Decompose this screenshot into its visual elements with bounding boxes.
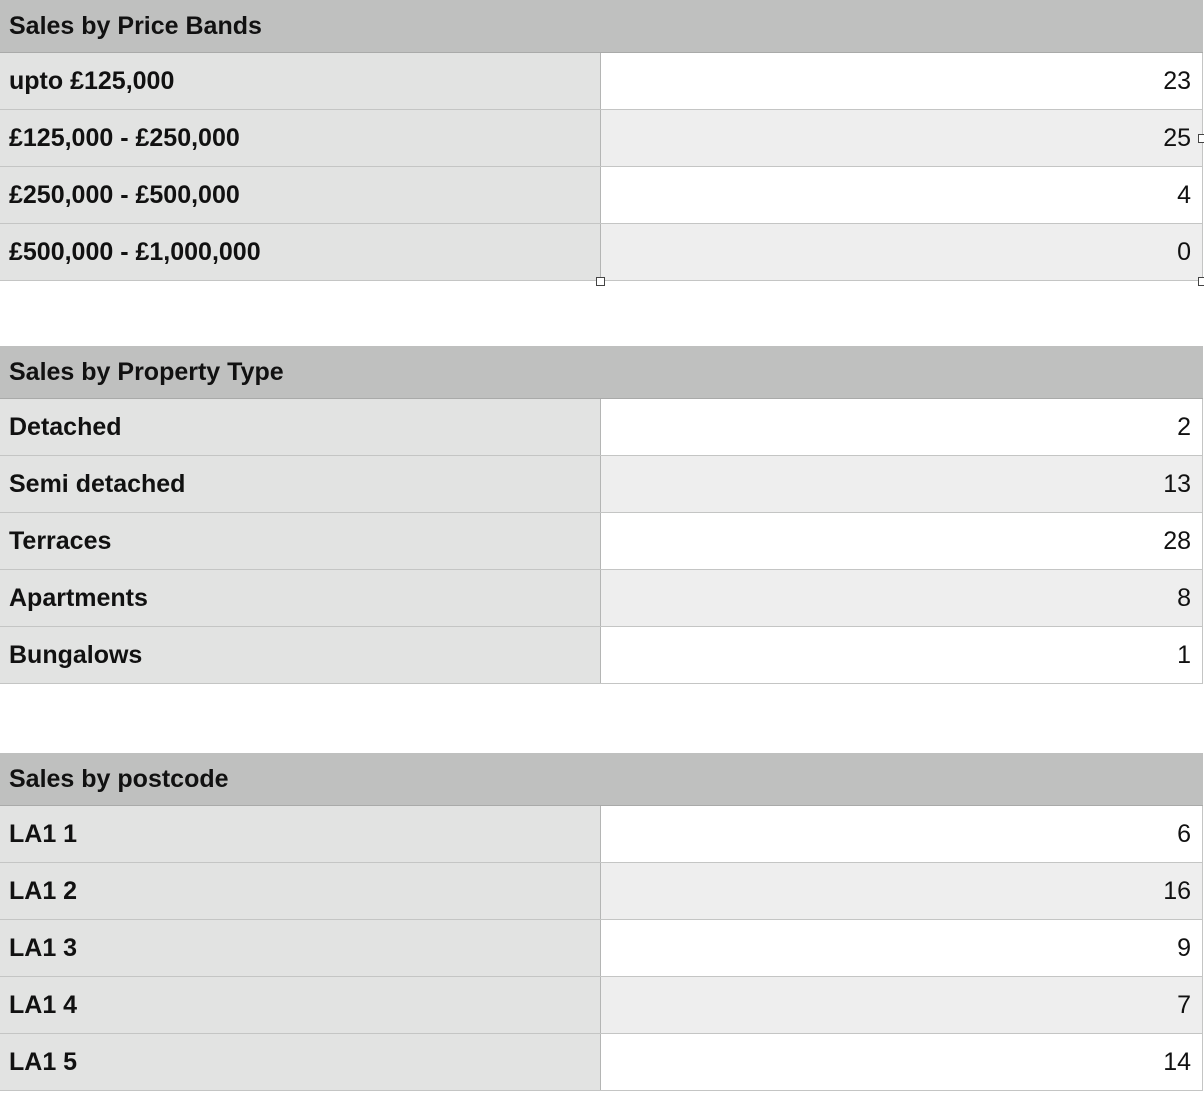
table-row[interactable] (0, 863, 1203, 920)
row-label[interactable]: LA1 1 (0, 806, 601, 862)
property-type-table[interactable] (0, 346, 1203, 684)
row-label[interactable]: £500,000 - £1,000,000 (0, 224, 601, 280)
row-label[interactable]: Detached (0, 399, 601, 455)
row-value[interactable]: 23 (601, 53, 1203, 109)
table-row[interactable] (0, 53, 1203, 110)
row-label[interactable]: Terraces (0, 513, 601, 569)
row-value[interactable]: 7 (601, 977, 1203, 1033)
row-label[interactable]: Semi detached (0, 456, 601, 512)
table-title[interactable]: Sales by Property Type (0, 346, 1203, 399)
table-row[interactable] (0, 456, 1203, 513)
row-value[interactable]: 1 (601, 627, 1203, 683)
table-resize-handle[interactable] (596, 277, 605, 286)
table-resize-handle[interactable] (1198, 277, 1204, 286)
row-value[interactable]: 13 (601, 456, 1203, 512)
row-value[interactable]: 4 (601, 167, 1203, 223)
table-row[interactable] (0, 224, 1203, 281)
table-title[interactable]: Sales by postcode (0, 753, 1203, 806)
table-row[interactable] (0, 977, 1203, 1034)
row-value[interactable]: 0 (601, 224, 1203, 280)
row-value[interactable]: 28 (601, 513, 1203, 569)
row-label[interactable]: £125,000 - £250,000 (0, 110, 601, 166)
table-row[interactable] (0, 110, 1203, 167)
table-row[interactable] (0, 806, 1203, 863)
row-label[interactable]: £250,000 - £500,000 (0, 167, 601, 223)
price-bands-table[interactable] (0, 0, 1203, 281)
row-label[interactable]: upto £125,000 (0, 53, 601, 109)
row-value[interactable]: 16 (601, 863, 1203, 919)
row-value[interactable]: 6 (601, 806, 1203, 862)
row-label[interactable]: LA1 5 (0, 1034, 601, 1090)
row-value[interactable]: 14 (601, 1034, 1203, 1090)
row-label[interactable]: LA1 3 (0, 920, 601, 976)
row-label[interactable]: LA1 4 (0, 977, 601, 1033)
table-row[interactable] (0, 399, 1203, 456)
row-value[interactable]: 9 (601, 920, 1203, 976)
table-title[interactable]: Sales by Price Bands (0, 0, 1203, 53)
row-label[interactable]: LA1 2 (0, 863, 601, 919)
table-row[interactable] (0, 920, 1203, 977)
table-resize-handle[interactable] (1198, 134, 1204, 143)
row-value[interactable]: 25 (601, 110, 1203, 166)
postcode-table[interactable] (0, 753, 1203, 1091)
table-row[interactable] (0, 627, 1203, 684)
row-label[interactable]: Apartments (0, 570, 601, 626)
row-label[interactable]: Bungalows (0, 627, 601, 683)
table-row[interactable] (0, 1034, 1203, 1091)
table-row[interactable] (0, 167, 1203, 224)
table-row[interactable] (0, 513, 1203, 570)
row-value[interactable]: 8 (601, 570, 1203, 626)
row-value[interactable]: 2 (601, 399, 1203, 455)
table-row[interactable] (0, 570, 1203, 627)
